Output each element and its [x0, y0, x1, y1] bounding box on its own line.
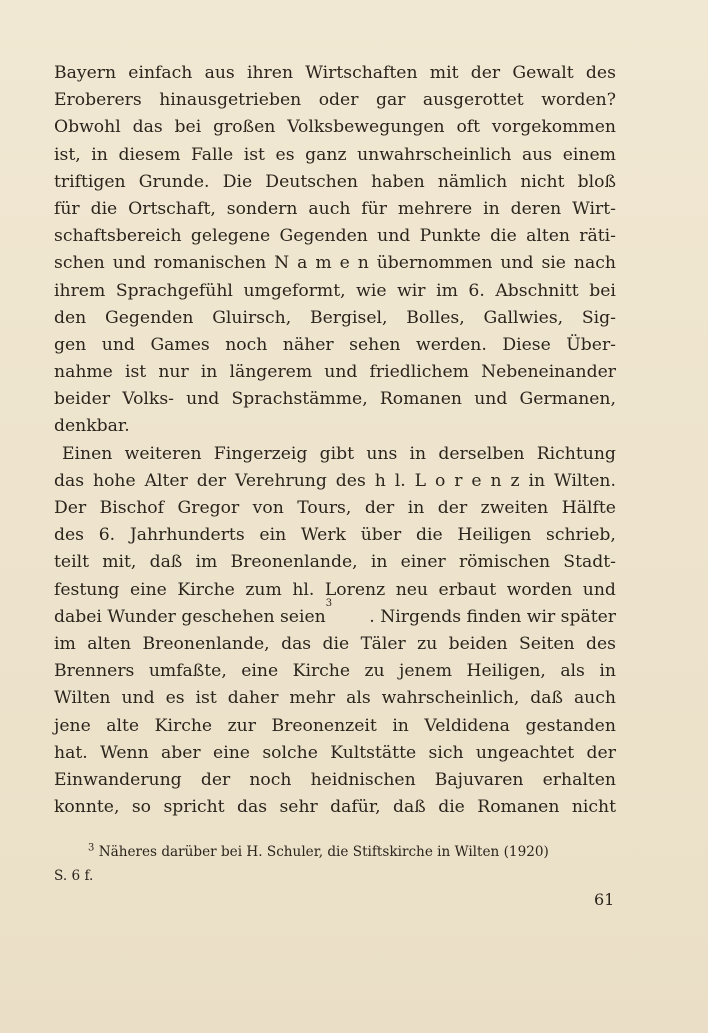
text-line: schaftsbereich gelegene Gegenden und Punkte die alten räti- — [54, 226, 616, 247]
footnote-text — [88, 840, 549, 864]
text-line: Wilten und es ist daher mehr als wahrscheinlich, daß auch — [54, 688, 616, 709]
text-line: Bayern einfach aus ihren Wirtschaften mit der Gewalt des — [54, 63, 616, 83]
footnote — [54, 840, 616, 888]
text-line: triftigen Grunde. Die Deutschen haben nämlich nicht bloß — [54, 171, 616, 192]
text-segment: dabei Wunder geschehen seien — [54, 606, 326, 627]
text-line: das hohe Alter der Verehrung des h l. L o r e n z in Wilten. — [54, 470, 616, 491]
text-line: konnte, so spricht das sehr dafür, daß die Romanen nicht — [54, 797, 616, 818]
text-line: für die Ortschaft, sondern auch für mehrere in deren Wirt- — [54, 198, 616, 219]
text-line: hat. Wenn aber eine solche Kultstätte sich ungeachtet der — [54, 742, 616, 763]
main-text — [54, 60, 616, 821]
text-line: ist, in diesem Falle ist es ganz unwahrscheinlich aus einem — [54, 144, 616, 165]
text-line: Eroberers hinausgetrieben oder gar ausgerottet worden? — [54, 90, 616, 111]
text-line: Brenners umfaßte, eine Kirche zu jenem Heiligen, als in — [54, 661, 616, 682]
page-number: 61 — [594, 890, 615, 909]
footnote-marker: 3 — [88, 842, 95, 854]
text-line: jene alte Kirche zur Breonenzeit in Veldidena gestanden — [54, 715, 616, 736]
footnote-line — [54, 864, 616, 888]
footnote-line2: S. 6 f. — [54, 868, 94, 884]
footnote-reference: 3 — [325, 597, 333, 609]
text-line: im alten Breonenlande, das die Täler zu beiden Seiten des — [54, 633, 616, 654]
text-line: Einen weiteren Fingerzeig gibt uns in derselben Richtung — [62, 443, 616, 464]
text-line: beider Volks- und Sprachstämme, Romanen und Germanen, — [54, 389, 616, 410]
text-line: schen und romanischen N a m e n übernommen und sie nach — [54, 253, 616, 274]
text-line: Obwohl das bei großen Volksbewegungen oft vorgekommen — [54, 117, 616, 138]
text-line: Einwanderung der noch heidnischen Bajuvaren erhalten — [54, 769, 616, 790]
footnote-line1: Näheres darüber bei H. Schuler, die Stiftskirche in Wilten (1920) — [98, 844, 549, 860]
text-line: den Gegenden Gluirsch, Bergisel, Bolles, Gallwies, Sig- — [54, 307, 616, 328]
text-line: Der Bischof Gregor von Tours, der in der zweiten Hälfte — [54, 498, 616, 518]
text-line: festung eine Kirche zum hl. Lorenz neu erbaut worden und — [54, 579, 616, 600]
text-line: denkbar. — [54, 416, 130, 437]
text-line: teilt mit, daß im Breonenlande, in einer römischen Stadt- — [54, 552, 616, 573]
text-line: des 6. Jahrhunderts ein Werk über die Heiligen schrieb, — [54, 525, 616, 546]
text-line-with-footnote-ref — [54, 597, 616, 631]
text-segment: . Nirgends finden wir später — [369, 606, 616, 627]
text-line: gen und Games noch näher sehen werden. Diese Über- — [54, 334, 616, 355]
text-line: nahme ist nur in längerem und friedlichem Nebeneinander — [54, 362, 616, 383]
text-line: ihrem Sprachgefühl umgeformt, wie wir im 6. Abschnitt bei — [54, 280, 616, 301]
footnote-line — [54, 840, 616, 864]
